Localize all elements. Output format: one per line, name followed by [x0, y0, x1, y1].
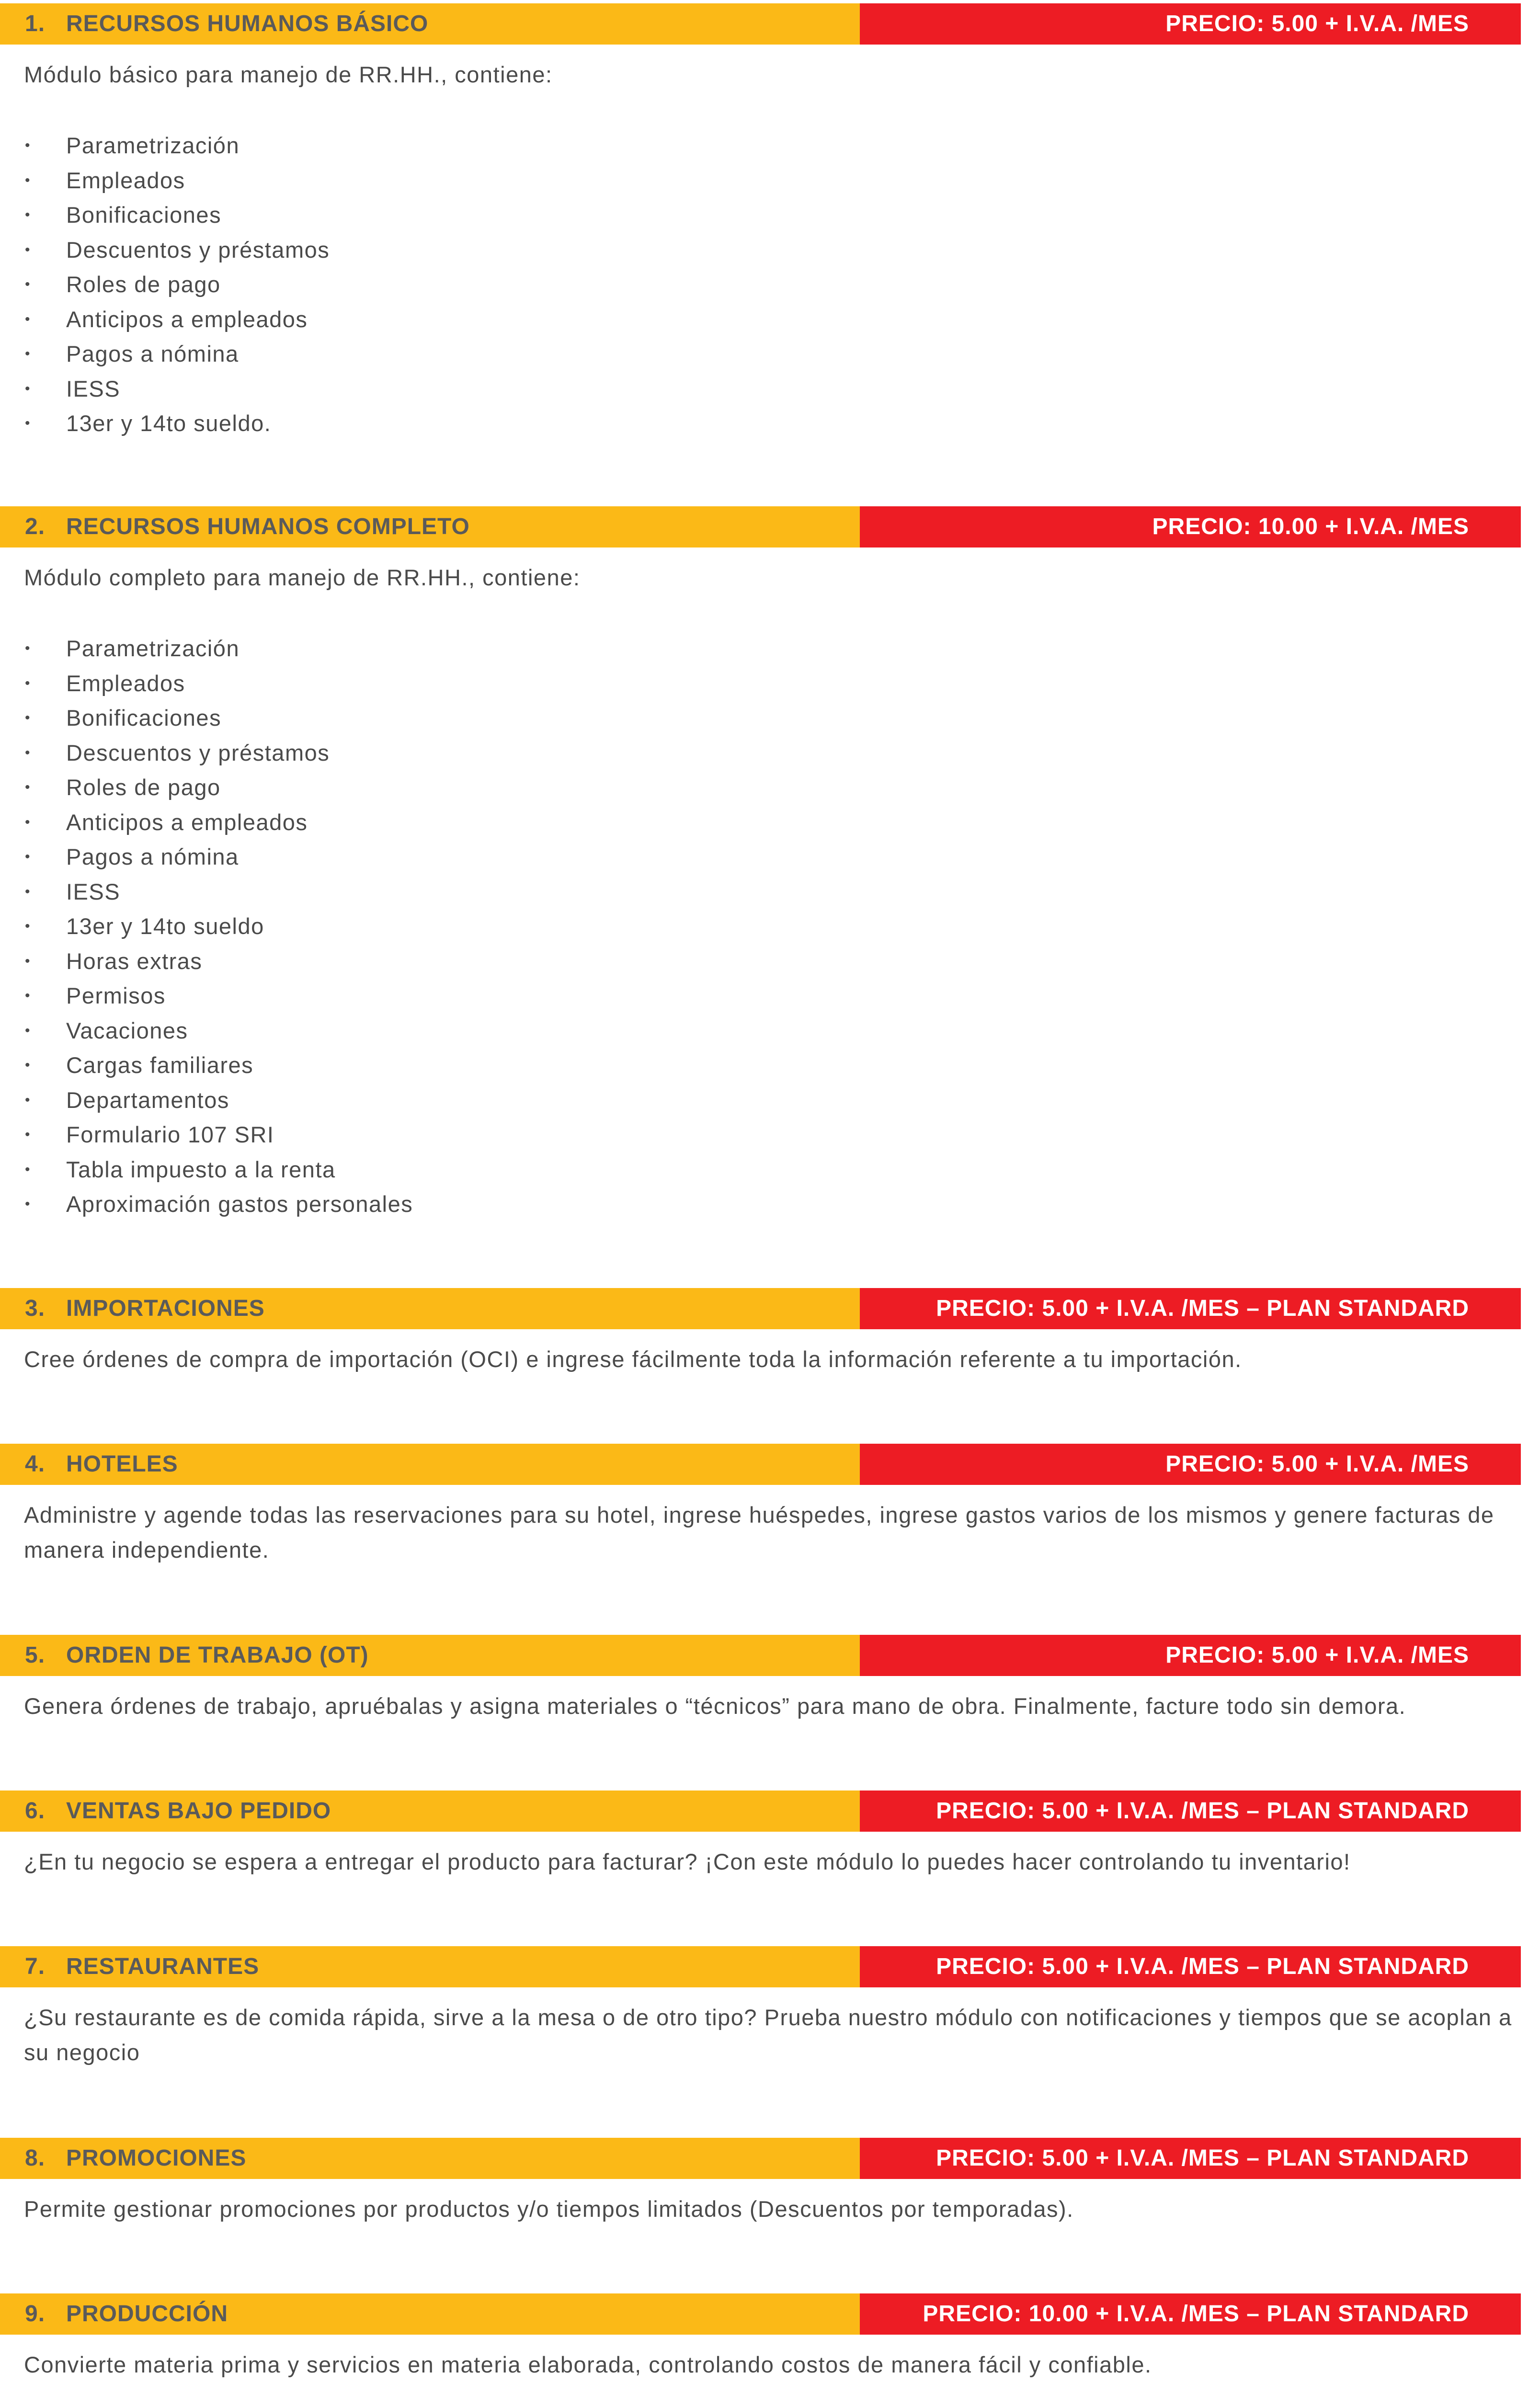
module-title: RECURSOS HUMANOS COMPLETO — [66, 514, 470, 539]
feature-label: Empleados — [66, 670, 185, 696]
feature-item — [0, 979, 1540, 1014]
bullet-icon: • — [25, 814, 31, 830]
module-ventas-bajo-pedido — [0, 1791, 1540, 1879]
feature-item — [0, 1048, 1540, 1083]
feature-item — [0, 267, 1540, 302]
module-importaciones — [0, 1288, 1540, 1377]
module-price: PRECIO: 10.00 + I.V.A. /MES – PLAN STANDARD — [923, 2301, 1469, 2327]
feature-item — [0, 770, 1540, 805]
feature-label: Empleados — [66, 167, 185, 193]
feature-item — [0, 1118, 1540, 1152]
bullet-icon: • — [25, 1022, 31, 1038]
feature-label: 13er y 14to sueldo. — [66, 411, 272, 436]
feature-item — [0, 1083, 1540, 1118]
module-price: PRECIO: 5.00 + I.V.A. /MES — [1165, 11, 1469, 36]
bullet-icon: • — [25, 1092, 31, 1108]
feature-label: Roles de pago — [66, 272, 221, 297]
feature-label: Bonificaciones — [66, 202, 222, 228]
feature-label: Formulario 107 SRI — [66, 1122, 274, 1147]
feature-label: Vacaciones — [66, 1017, 188, 1043]
bullet-icon: • — [25, 1161, 31, 1177]
feature-item — [0, 631, 1540, 666]
feature-item — [0, 666, 1540, 701]
module-number: 2. — [25, 514, 46, 539]
feature-label: 13er y 14to sueldo — [66, 913, 264, 939]
feature-label: Descuentos y préstamos — [66, 740, 330, 765]
module-header-bar — [0, 3, 1521, 45]
feature-list — [0, 128, 1540, 441]
module-price: PRECIO: 10.00 + I.V.A. /MES — [1152, 514, 1469, 539]
module-number: 8. — [25, 2145, 46, 2171]
bullet-icon: • — [25, 1057, 31, 1073]
bullet-icon: • — [25, 415, 31, 431]
bullet-icon: • — [25, 883, 31, 900]
bullet-icon: • — [25, 137, 31, 153]
module-header-bar — [0, 2138, 1521, 2179]
module-title: PROMOCIONES — [66, 2145, 247, 2171]
feature-item — [0, 163, 1540, 198]
feature-label: Parametrización — [66, 636, 240, 661]
module-number: 7. — [25, 1954, 46, 1979]
module-title: RESTAURANTES — [66, 1954, 260, 1979]
feature-label: Permisos — [66, 983, 166, 1008]
bullet-icon: • — [25, 241, 31, 258]
module-description: Módulo completo para manejo de RR.HH., contiene: — [24, 565, 581, 590]
feature-label: Departamentos — [66, 1087, 229, 1113]
module-description: Administre y agende todas las reservaciones para su hotel, ingrese huéspedes, ingrese gastos varios de los mismos y genere facturas de manera independiente. — [24, 1502, 1494, 1562]
module-number: 5. — [25, 1642, 46, 1668]
feature-item — [0, 701, 1540, 736]
feature-item — [0, 1152, 1540, 1187]
feature-label: Pagos a nómina — [66, 844, 239, 869]
module-header-bar — [0, 2293, 1521, 2335]
bullet-icon: • — [25, 1127, 31, 1142]
feature-item — [0, 944, 1540, 979]
module-restaurantes — [0, 1946, 1540, 2070]
feature-item — [0, 1187, 1540, 1222]
bullet-icon: • — [25, 849, 31, 865]
bullet-icon: • — [25, 710, 31, 726]
feature-item — [0, 406, 1540, 441]
module-header-bar — [0, 1946, 1521, 1987]
module-description: Módulo básico para manejo de RR.HH., contiene: — [24, 62, 553, 87]
module-header-bar — [0, 1635, 1521, 1676]
module-recursos-humanos-basico — [0, 3, 1540, 441]
module-title: HOTELES — [66, 1451, 178, 1477]
bullet-icon: • — [25, 744, 31, 761]
feature-label: Cargas familiares — [66, 1052, 254, 1078]
module-hoteles — [0, 1444, 1540, 1567]
feature-item — [0, 302, 1540, 337]
module-header-bar — [0, 1444, 1521, 1485]
module-orden-de-trabajo — [0, 1635, 1540, 1723]
module-title: ORDEN DE TRABAJO (OT) — [66, 1642, 369, 1668]
module-description: ¿En tu negocio se espera a entregar el producto para facturar? ¡Con este módulo lo puedes hacer controlando tu inventario! — [24, 1849, 1351, 1874]
module-title: VENTAS BAJO PEDIDO — [66, 1798, 331, 1824]
bullet-icon: • — [25, 380, 31, 397]
feature-label: Parametrización — [66, 133, 240, 158]
module-price: PRECIO: 5.00 + I.V.A. /MES – PLAN STANDARD — [936, 1798, 1469, 1824]
feature-label: Anticipos a empleados — [66, 306, 308, 332]
module-number: 4. — [25, 1451, 46, 1477]
module-description: Convierte materia prima y servicios en materia elaborada, controlando costos de manera fácil y confiable. — [24, 2352, 1152, 2377]
bullet-icon: • — [25, 640, 31, 656]
module-description: Permite gestionar promociones por productos y/o tiempos limitados (Descuentos por temporadas). — [24, 2196, 1074, 2222]
feature-item — [0, 337, 1540, 372]
module-number: 3. — [25, 1296, 46, 1321]
module-number: 6. — [25, 1798, 46, 1824]
module-number: 9. — [25, 2301, 46, 2327]
module-number: 1. — [25, 11, 46, 36]
module-price: PRECIO: 5.00 + I.V.A. /MES – PLAN STANDARD — [936, 2145, 1469, 2171]
bullet-icon: • — [25, 207, 31, 223]
feature-label: Pagos a nómina — [66, 341, 239, 366]
bullet-icon: • — [25, 988, 31, 1004]
feature-label: IESS — [66, 878, 121, 904]
module-title: RECURSOS HUMANOS BÁSICO — [66, 11, 429, 36]
module-description: ¿Su restaurante es de comida rápida, sirve a la mesa o de otro tipo? Prueba nuestro módulo con notificaciones y tiempos que se acoplan a su negocio — [24, 2005, 1512, 2065]
module-description: Cree órdenes de compra de importación (OCI) e ingrese fácilmente toda la información referente a tu importación. — [24, 1346, 1242, 1372]
module-price: PRECIO: 5.00 + I.V.A. /MES — [1165, 1642, 1469, 1668]
bullet-icon: • — [25, 675, 31, 691]
feature-label: Tabla impuesto a la renta — [66, 1156, 336, 1182]
feature-label: IESS — [66, 376, 121, 401]
module-price: PRECIO: 5.00 + I.V.A. /MES – PLAN STANDARD — [936, 1296, 1469, 1321]
feature-item — [0, 1014, 1540, 1049]
module-title: PRODUCCIÓN — [66, 2301, 228, 2327]
feature-item — [0, 233, 1540, 268]
bullet-icon: • — [25, 918, 31, 934]
bullet-icon: • — [25, 1196, 31, 1212]
feature-item — [0, 736, 1540, 771]
feature-label: Roles de pago — [66, 775, 221, 800]
feature-item — [0, 198, 1540, 233]
bullet-icon: • — [25, 276, 31, 292]
module-promociones — [0, 2138, 1540, 2226]
feature-item — [0, 875, 1540, 910]
module-title: IMPORTACIONES — [66, 1296, 265, 1321]
feature-item — [0, 805, 1540, 840]
bullet-icon: • — [25, 779, 31, 795]
feature-item — [0, 372, 1540, 407]
feature-list — [0, 631, 1540, 1222]
feature-label: Horas extras — [66, 948, 203, 974]
feature-label: Anticipos a empleados — [66, 809, 308, 835]
feature-item — [0, 128, 1540, 163]
feature-item — [0, 909, 1540, 944]
feature-label: Aproximación gastos personales — [66, 1191, 413, 1217]
bullet-icon: • — [25, 346, 31, 362]
module-header-bar — [0, 1791, 1521, 1832]
module-price: PRECIO: 5.00 + I.V.A. /MES — [1165, 1451, 1469, 1477]
module-price: PRECIO: 5.00 + I.V.A. /MES – PLAN STANDARD — [936, 1954, 1469, 1979]
bullet-icon: • — [25, 172, 31, 188]
module-header-bar — [0, 1288, 1521, 1329]
bullet-icon: • — [25, 311, 31, 327]
feature-label: Descuentos y préstamos — [66, 237, 330, 262]
module-description: Genera órdenes de trabajo, apruébalas y asigna materiales o “técnicos” para mano de obra. Finalmente, facture todo sin demora. — [24, 1693, 1406, 1719]
feature-label: Bonificaciones — [66, 705, 222, 730]
module-header-bar — [0, 506, 1521, 547]
module-produccion — [0, 2293, 1540, 2382]
bullet-icon: • — [25, 953, 31, 969]
module-recursos-humanos-completo — [0, 506, 1540, 1222]
feature-item — [0, 840, 1540, 875]
